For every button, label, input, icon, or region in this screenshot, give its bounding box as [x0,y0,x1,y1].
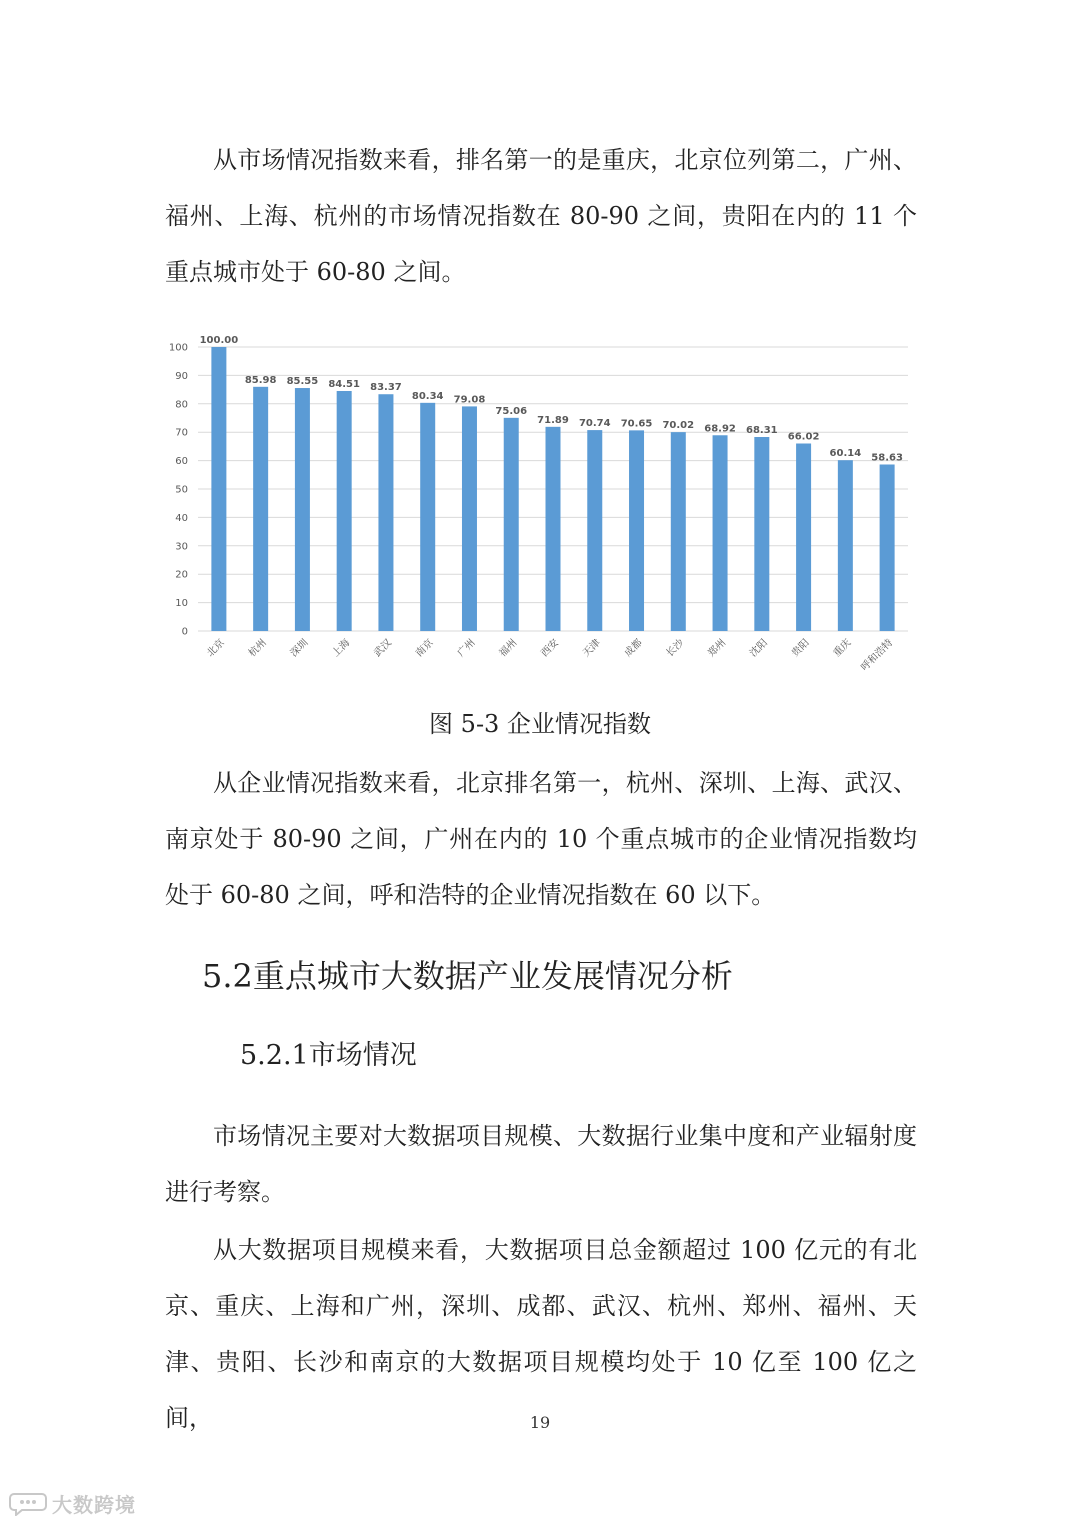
data-label: 75.06 [495,405,528,417]
enterprise-index-bar-chart [160,330,920,700]
y-tick-label: 40 [175,512,188,524]
subsection-heading: 5.2.1市场情况 [240,1040,417,1071]
y-tick-label: 70 [175,427,188,439]
x-tick-label: 武汉 [372,637,395,660]
x-tick-label: 贵阳 [789,637,812,660]
x-tick-label: 天津 [580,637,603,660]
bar [295,388,310,631]
watermark-text: 大数跨境 [52,1492,136,1517]
bar [546,427,561,631]
page-number: 19 [529,1413,551,1432]
data-label: 68.92 [704,423,736,435]
bar [462,406,477,631]
data-label: 83.37 [370,382,402,394]
bar [587,430,602,631]
y-tick-label: 100 [168,342,188,354]
y-tick-label: 80 [175,399,188,411]
data-label: 60.14 [829,448,862,460]
data-label: 85.98 [244,374,277,386]
bar [713,435,728,631]
data-label: 100.00 [199,335,239,346]
paragraph-market-intro: 市场情况主要对大数据项目规模、大数据行业集中度和产业辐射度进行考察。 [165,1122,917,1206]
bar [880,464,895,631]
data-label: 85.55 [286,376,319,388]
bar [838,460,853,631]
x-tick-label: 呼和浩特 [859,637,896,674]
x-tick-label: 沈阳 [748,637,770,660]
watermark [8,1488,136,1518]
data-label: 58.63 [871,452,903,464]
data-label: 80.34 [411,390,444,402]
x-tick-label: 郑州 [706,637,729,660]
bar [253,387,268,631]
bar [211,347,226,631]
y-tick-label: 30 [175,541,188,553]
bar [754,437,769,631]
y-tick-label: 10 [175,598,188,610]
bar [420,403,435,631]
x-tick-label: 深圳 [288,637,311,660]
y-tick-label: 60 [175,456,188,468]
paragraph-market-index: 从市场情况指数来看，排名第一的是重庆，北京位列第二，广州、福州、上海、杭州的市场情况指数在 80-90 之间，贵阳在内的 11 个重点城市处于 60-80 之间。 [165,146,917,286]
x-tick-label: 广州 [455,637,478,660]
x-tick-label: 北京 [205,637,228,660]
y-tick-label: 90 [175,370,188,382]
data-label: 70.02 [662,420,695,432]
x-tick-label: 上海 [330,637,353,660]
bar [796,444,811,631]
x-tick-label: 南京 [413,637,436,660]
bar [337,391,352,631]
y-tick-label: 50 [175,484,188,496]
data-label: 70.65 [620,418,653,430]
figure-caption: 图 5-3 企业情况指数 [429,710,651,738]
x-tick-label: 成都 [622,637,645,660]
data-label: 68.31 [746,424,778,436]
bar [629,430,644,631]
x-tick-label: 西安 [539,637,562,660]
bar [378,394,393,631]
x-tick-label: 重庆 [831,637,854,660]
data-label: 79.08 [453,394,486,406]
paragraph-enterprise-index: 从企业情况指数来看，北京排名第一，杭州、深圳、上海、武汉、南京处于 80-90 之间，广州在内的 10 个重点城市的企业情况指数均处于 60-80 之间，呼和浩特的企业情况指数在 60 以下。 [165,769,917,909]
data-label: 84.51 [328,378,360,390]
data-label: 71.89 [537,414,569,426]
data-label: 66.02 [787,431,820,443]
y-tick-label: 20 [175,569,188,581]
x-tick-label: 杭州 [246,637,269,660]
x-tick-label: 福州 [497,637,520,660]
section-heading: 5.2重点城市大数据产业发展情况分析 [202,957,733,995]
bar [671,432,686,631]
bar [504,418,519,631]
data-label: 70.74 [578,418,611,430]
ellipsis-speech-bubble-icon [8,1490,48,1516]
y-tick-label: 0 [181,626,188,638]
paragraph-project-scale: 从大数据项目规模来看，大数据项目总金额超过 100 亿元的有北京、重庆、上海和广州，深圳、成都、武汉、杭州、郑州、福州、天津、贵阳、长沙和南京的大数据项目规模均处于 10 亿至 100 亿之间， [165,1236,917,1432]
x-tick-label: 长沙 [664,637,687,660]
